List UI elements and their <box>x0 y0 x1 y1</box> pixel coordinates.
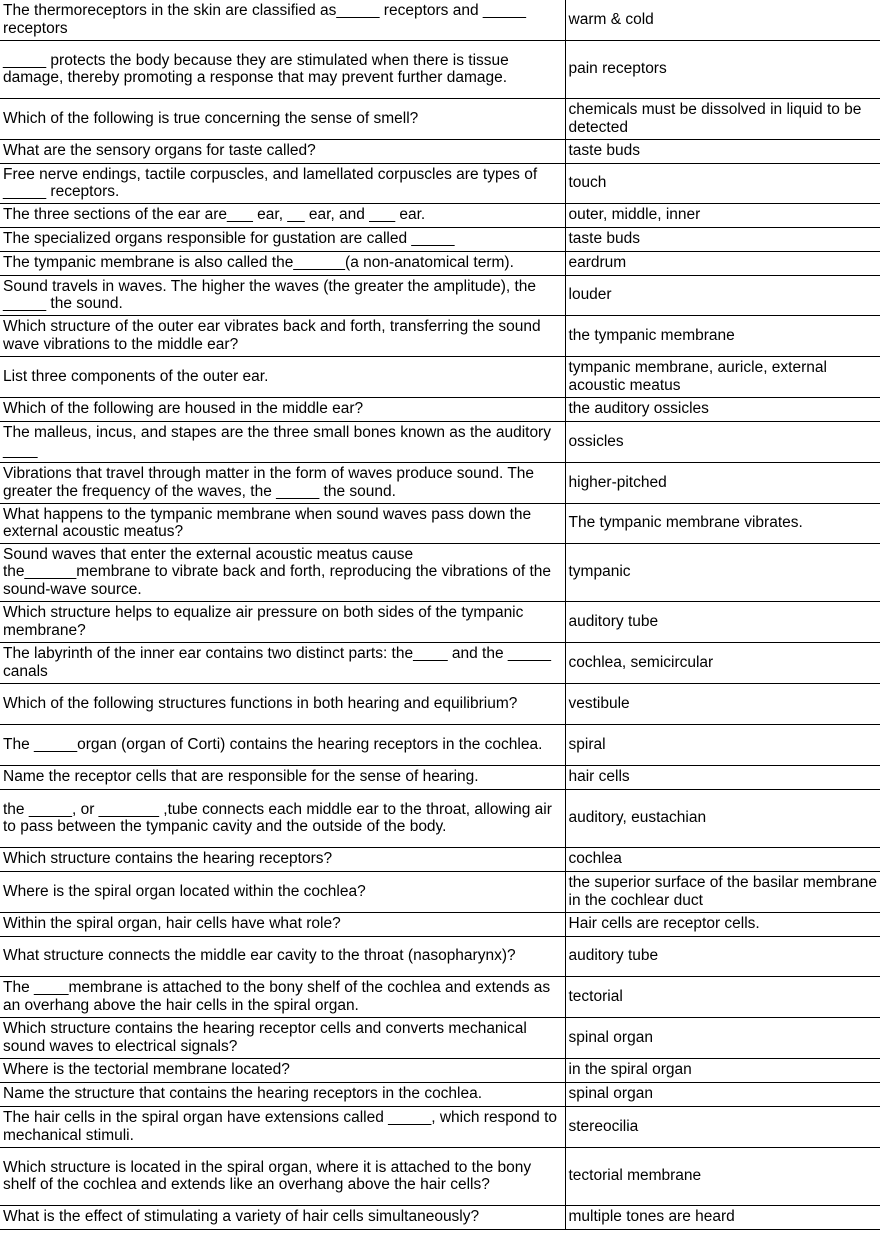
question-cell: Sound travels in waves. The higher the waves (the greater the amplitude), the _____ the sound. <box>0 275 565 315</box>
table-row <box>0 227 880 251</box>
question-cell: Which structure helps to equalize air pressure on both sides of the tympanic membrane? <box>0 601 565 642</box>
table-row <box>0 642 880 683</box>
question-cell: Where is the tectorial membrane located? <box>0 1058 565 1082</box>
table-row <box>0 356 880 397</box>
answer-cell: vestibule <box>565 683 880 724</box>
answer-cell: spinal organ <box>565 1017 880 1058</box>
answer-cell: tectorial membrane <box>565 1147 880 1205</box>
question-cell: Where is the spiral organ located within the cochlea? <box>0 871 565 912</box>
table-row <box>0 315 880 356</box>
answer-cell: eardrum <box>565 251 880 275</box>
table-row <box>0 683 880 724</box>
answer-cell: spiral <box>565 724 880 765</box>
answer-cell: the tympanic membrane <box>565 315 880 356</box>
table-row <box>0 421 880 462</box>
table-row <box>0 163 880 203</box>
table-row <box>0 871 880 912</box>
answer-cell: auditory tube <box>565 601 880 642</box>
answer-cell: chemicals must be dissolved in liquid to be detected <box>565 98 880 139</box>
question-cell: Which structure contains the hearing receptors? <box>0 847 565 871</box>
answer-cell: tympanic membrane, auricle, external acoustic meatus <box>565 356 880 397</box>
answer-cell: spinal organ <box>565 1082 880 1106</box>
answer-cell: Hair cells are receptor cells. <box>565 912 880 936</box>
answer-cell: stereocilia <box>565 1106 880 1147</box>
answer-cell: multiple tones are heard <box>565 1205 880 1229</box>
question-cell: the _____, or _______ ,tube connects each middle ear to the throat, allowing air to pass between the tympanic cavity and the outside of the body. <box>0 789 565 847</box>
answer-cell: hair cells <box>565 765 880 789</box>
table-row <box>0 976 880 1017</box>
question-cell: The three sections of the ear are___ ear, __ ear, and ___ ear. <box>0 203 565 227</box>
answer-cell: taste buds <box>565 227 880 251</box>
question-cell: The thermoreceptors in the skin are classified as_____ receptors and _____ receptors <box>0 0 565 40</box>
answer-cell: the auditory ossicles <box>565 397 880 421</box>
table-row <box>0 1205 880 1229</box>
question-cell: The ____membrane is attached to the bony shelf of the cochlea and extends as an overhang above the hair cells in the spiral organ. <box>0 976 565 1017</box>
answer-cell: pain receptors <box>565 40 880 98</box>
table-row <box>0 139 880 163</box>
table-row <box>0 1147 880 1205</box>
answer-cell: warm & cold <box>565 0 880 40</box>
table-row <box>0 1082 880 1106</box>
question-cell: Which structure of the outer ear vibrates back and forth, transferring the sound wave vibrations to the middle ear? <box>0 315 565 356</box>
table-row <box>0 40 880 98</box>
answer-cell: cochlea <box>565 847 880 871</box>
table-row <box>0 601 880 642</box>
question-cell: The labyrinth of the inner ear contains two distinct parts: the____ and the _____ canals <box>0 642 565 683</box>
answer-cell: ossicles <box>565 421 880 462</box>
table-row <box>0 543 880 601</box>
question-cell: Free nerve endings, tactile corpuscles, and lamellated corpuscles are types of _____ receptors. <box>0 163 565 203</box>
table-row <box>0 251 880 275</box>
answer-cell: cochlea, semicircular <box>565 642 880 683</box>
table-row <box>0 203 880 227</box>
answer-cell: auditory, eustachian <box>565 789 880 847</box>
question-cell: Vibrations that travel through matter in the form of waves produce sound. The greater the frequency of the waves, the _____ the sound. <box>0 462 565 503</box>
question-cell: Name the structure that contains the hearing receptors in the cochlea. <box>0 1082 565 1106</box>
question-cell: The specialized organs responsible for gustation are called _____ <box>0 227 565 251</box>
answer-cell: in the spiral organ <box>565 1058 880 1082</box>
answer-cell: outer, middle, inner <box>565 203 880 227</box>
question-cell: List three components of the outer ear. <box>0 356 565 397</box>
table-row <box>0 98 880 139</box>
question-cell: What structure connects the middle ear cavity to the throat (nasopharynx)? <box>0 936 565 976</box>
answer-cell: tympanic <box>565 543 880 601</box>
answer-cell: the superior surface of the basilar membrane in the cochlear duct <box>565 871 880 912</box>
question-cell: Which of the following is true concerning the sense of smell? <box>0 98 565 139</box>
question-cell: _____ protects the body because they are stimulated when there is tissue damage, thereby promoting a response that may prevent further damage. <box>0 40 565 98</box>
table-row <box>0 0 880 40</box>
answer-cell: taste buds <box>565 139 880 163</box>
answer-cell: auditory tube <box>565 936 880 976</box>
question-cell: Which of the following are housed in the middle ear? <box>0 397 565 421</box>
question-cell: Within the spiral organ, hair cells have what role? <box>0 912 565 936</box>
table-row <box>0 936 880 976</box>
answer-cell: The tympanic membrane vibrates. <box>565 503 880 543</box>
table-row <box>0 1058 880 1082</box>
table-row <box>0 912 880 936</box>
table-row <box>0 462 880 503</box>
table-row <box>0 724 880 765</box>
table-row <box>0 1017 880 1058</box>
question-cell: What are the sensory organs for taste called? <box>0 139 565 163</box>
table-row <box>0 275 880 315</box>
question-cell: What happens to the tympanic membrane when sound waves pass down the external acoustic meatus? <box>0 503 565 543</box>
answer-cell: touch <box>565 163 880 203</box>
question-cell: What is the effect of stimulating a variety of hair cells simultaneously? <box>0 1205 565 1229</box>
question-cell: The malleus, incus, and stapes are the three small bones known as the auditory ____ <box>0 421 565 462</box>
table-row <box>0 765 880 789</box>
question-cell: Sound waves that enter the external acoustic meatus cause the______membrane to vibrate back and forth, reproducing the vibrations of the sound-wave source. <box>0 543 565 601</box>
table-row <box>0 789 880 847</box>
answer-cell: higher-pitched <box>565 462 880 503</box>
table-row <box>0 847 880 871</box>
question-cell: Which structure is located in the spiral organ, where it is attached to the bony shelf of the cochlea and extends like an overhang above the hair cells? <box>0 1147 565 1205</box>
table-row <box>0 503 880 543</box>
question-cell: The hair cells in the spiral organ have extensions called _____, which respond to mechanical stimuli. <box>0 1106 565 1147</box>
question-cell: Which of the following structures functions in both hearing and equilibrium? <box>0 683 565 724</box>
table-row <box>0 1106 880 1147</box>
question-cell: Name the receptor cells that are responsible for the sense of hearing. <box>0 765 565 789</box>
table-row <box>0 397 880 421</box>
question-cell: Which structure contains the hearing receptor cells and converts mechanical sound waves to electrical signals? <box>0 1017 565 1058</box>
answer-cell: tectorial <box>565 976 880 1017</box>
question-cell: The _____organ (organ of Corti) contains the hearing receptors in the cochlea. <box>0 724 565 765</box>
answer-cell: louder <box>565 275 880 315</box>
question-cell: The tympanic membrane is also called the______(a non-anatomical term). <box>0 251 565 275</box>
